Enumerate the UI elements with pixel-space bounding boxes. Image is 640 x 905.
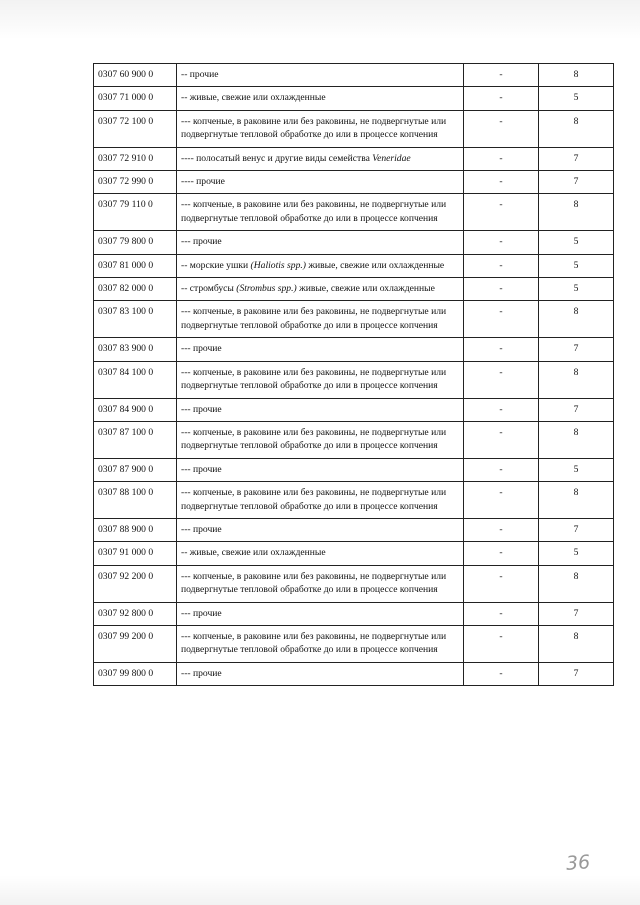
rate-b-cell: 7	[539, 602, 614, 625]
hs-code-cell: 0307 88 100 0	[94, 482, 177, 519]
tariff-table-body	[94, 64, 614, 686]
rate-b-cell: 8	[539, 194, 614, 231]
rate-b-cell: 5	[539, 278, 614, 301]
scan-shadow-top	[0, 0, 640, 40]
hs-code-cell: 0307 79 110 0	[94, 194, 177, 231]
rate-a-cell: -	[464, 64, 539, 87]
table-row	[94, 565, 614, 602]
hs-code-cell: 0307 91 000 0	[94, 542, 177, 565]
hs-code-cell: 0307 84 100 0	[94, 361, 177, 398]
rate-b-cell: 7	[539, 338, 614, 361]
table-row	[94, 602, 614, 625]
table-row	[94, 482, 614, 519]
hs-code-cell: 0307 83 100 0	[94, 301, 177, 338]
table-row	[94, 361, 614, 398]
rate-a-cell: -	[464, 662, 539, 685]
rate-a-cell: -	[464, 565, 539, 602]
rate-a-cell: -	[464, 625, 539, 662]
table-row	[94, 542, 614, 565]
hs-code-cell: 0307 72 100 0	[94, 110, 177, 147]
hs-code-cell: 0307 79 800 0	[94, 231, 177, 254]
table-row	[94, 278, 614, 301]
table-row	[94, 421, 614, 458]
description-cell: -- живые, свежие или охлажденные	[177, 87, 464, 110]
description-cell: --- прочие	[177, 662, 464, 685]
description-cell: --- прочие	[177, 338, 464, 361]
table-row	[94, 625, 614, 662]
description-cell: --- копченые, в раковине или без раковины, не подвергнутые или подвергнутые тепловой обработке до или в процессе копчения	[177, 565, 464, 602]
latin-name: (Haliotis spp.)	[250, 259, 306, 271]
rate-a-cell: -	[464, 194, 539, 231]
table-row	[94, 194, 614, 231]
rate-a-cell: -	[464, 278, 539, 301]
table-row	[94, 231, 614, 254]
rate-b-cell: 5	[539, 458, 614, 481]
description-cell: -- живые, свежие или охлажденные	[177, 542, 464, 565]
hs-code-cell: 0307 82 000 0	[94, 278, 177, 301]
rate-b-cell: 8	[539, 361, 614, 398]
rate-a-cell: -	[464, 87, 539, 110]
description-cell: --- копченые, в раковине или без раковины, не подвергнутые или подвергнутые тепловой обработке до или в процессе копчения	[177, 110, 464, 147]
rate-a-cell: -	[464, 398, 539, 421]
hs-code-cell: 0307 88 900 0	[94, 518, 177, 541]
table-row	[94, 87, 614, 110]
table-row	[94, 338, 614, 361]
tariff-table	[93, 63, 614, 686]
scan-shadow-bottom	[0, 875, 640, 905]
description-cell: --- прочие	[177, 231, 464, 254]
rate-b-cell: 7	[539, 518, 614, 541]
description-cell: --- копченые, в раковине или без раковины, не подвергнутые или подвергнутые тепловой обработке до или в процессе копчения	[177, 194, 464, 231]
rate-a-cell: -	[464, 542, 539, 565]
hs-code-cell: 0307 92 800 0	[94, 602, 177, 625]
rate-a-cell: -	[464, 602, 539, 625]
rate-b-cell: 8	[539, 301, 614, 338]
hs-code-cell: 0307 92 200 0	[94, 565, 177, 602]
page-number: 36	[565, 851, 591, 875]
description-cell: ---- прочие	[177, 171, 464, 194]
rate-a-cell: -	[464, 301, 539, 338]
rate-a-cell: -	[464, 361, 539, 398]
description-cell: --- прочие	[177, 398, 464, 421]
rate-b-cell: 8	[539, 482, 614, 519]
rate-a-cell: -	[464, 254, 539, 277]
rate-b-cell: 5	[539, 254, 614, 277]
rate-a-cell: -	[464, 482, 539, 519]
table-row	[94, 171, 614, 194]
table-row	[94, 147, 614, 170]
description-cell: ---- полосатый венус и другие виды семейства Veneridae	[177, 147, 464, 170]
rate-b-cell: 8	[539, 110, 614, 147]
description-cell: -- стромбусы (Strombus spp.) живые, свежие или охлажденные	[177, 278, 464, 301]
rate-a-cell: -	[464, 231, 539, 254]
table-row	[94, 301, 614, 338]
description-cell: --- копченые, в раковине или без раковины, не подвергнутые или подвергнутые тепловой обработке до или в процессе копчения	[177, 421, 464, 458]
rate-a-cell: -	[464, 458, 539, 481]
hs-code-cell: 0307 72 990 0	[94, 171, 177, 194]
table-row	[94, 254, 614, 277]
hs-code-cell: 0307 87 900 0	[94, 458, 177, 481]
rate-a-cell: -	[464, 171, 539, 194]
table-row	[94, 518, 614, 541]
hs-code-cell: 0307 60 900 0	[94, 64, 177, 87]
hs-code-cell: 0307 87 100 0	[94, 421, 177, 458]
rate-b-cell: 5	[539, 231, 614, 254]
rate-a-cell: -	[464, 147, 539, 170]
hs-code-cell: 0307 83 900 0	[94, 338, 177, 361]
rate-b-cell: 8	[539, 625, 614, 662]
description-cell: --- прочие	[177, 518, 464, 541]
rate-a-cell: -	[464, 518, 539, 541]
table-row	[94, 398, 614, 421]
hs-code-cell: 0307 99 800 0	[94, 662, 177, 685]
description-cell: --- копченые, в раковине или без раковины, не подвергнутые или подвергнутые тепловой обработке до или в процессе копчения	[177, 625, 464, 662]
description-cell: --- прочие	[177, 602, 464, 625]
rate-b-cell: 8	[539, 64, 614, 87]
table-row	[94, 110, 614, 147]
table-row	[94, 64, 614, 87]
rate-b-cell: 8	[539, 565, 614, 602]
description-cell: --- копченые, в раковине или без раковины, не подвергнутые или подвергнутые тепловой обработке до или в процессе копчения	[177, 301, 464, 338]
hs-code-cell: 0307 99 200 0	[94, 625, 177, 662]
rate-b-cell: 8	[539, 421, 614, 458]
hs-code-cell: 0307 72 910 0	[94, 147, 177, 170]
hs-code-cell: 0307 71 000 0	[94, 87, 177, 110]
rate-b-cell: 5	[539, 542, 614, 565]
rate-b-cell: 5	[539, 87, 614, 110]
rate-b-cell: 7	[539, 147, 614, 170]
description-cell: --- копченые, в раковине или без раковины, не подвергнутые или подвергнутые тепловой обработке до или в процессе копчения	[177, 482, 464, 519]
latin-name: (Strombus spp.)	[236, 283, 297, 295]
description-cell: --- копченые, в раковине или без раковины, не подвергнутые или подвергнутые тепловой обработке до или в процессе копчения	[177, 361, 464, 398]
description-cell: -- прочие	[177, 64, 464, 87]
rate-a-cell: -	[464, 421, 539, 458]
table-row	[94, 458, 614, 481]
table-row	[94, 662, 614, 685]
rate-a-cell: -	[464, 338, 539, 361]
rate-b-cell: 7	[539, 398, 614, 421]
hs-code-cell: 0307 81 000 0	[94, 254, 177, 277]
latin-name: Veneridae	[372, 152, 411, 164]
description-cell: --- прочие	[177, 458, 464, 481]
rate-a-cell: -	[464, 110, 539, 147]
rate-b-cell: 7	[539, 171, 614, 194]
rate-b-cell: 7	[539, 662, 614, 685]
description-cell: -- морские ушки (Haliotis spp.) живые, свежие или охлажденные	[177, 254, 464, 277]
hs-code-cell: 0307 84 900 0	[94, 398, 177, 421]
